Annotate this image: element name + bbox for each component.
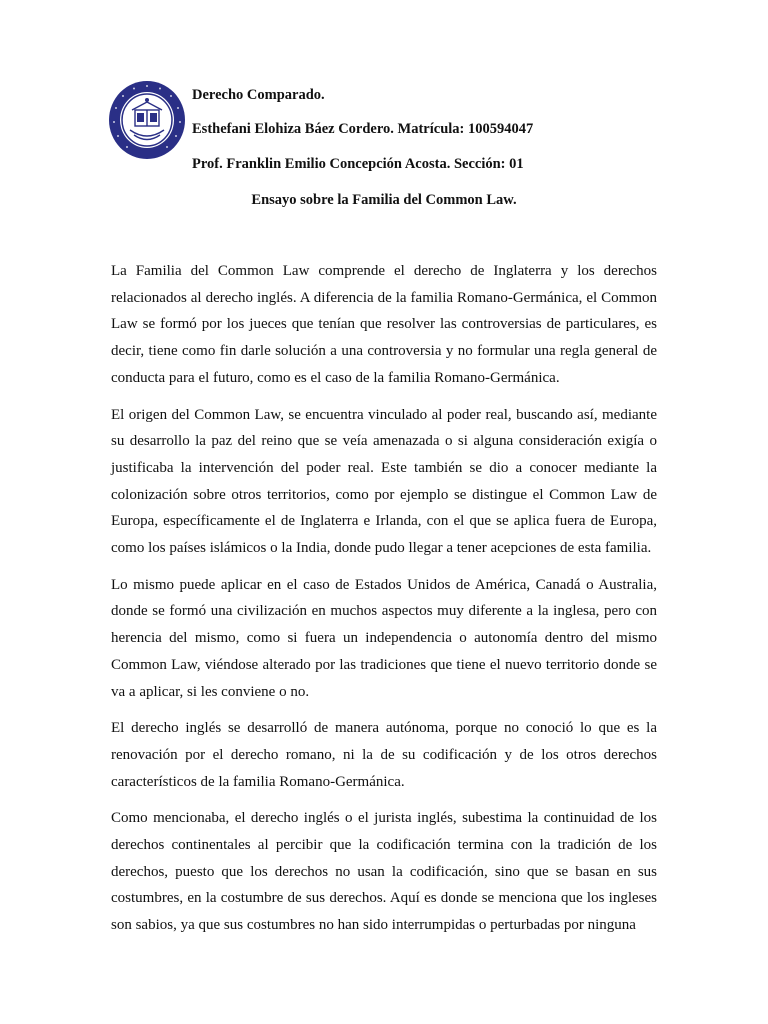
paragraph: Como mencionaba, el derecho inglés o el jurista inglés, subestima la continuidad de los derechos continentales al percibir que la codificación termina con la tradición de los derechos, puesto que los derechos no usan la codificación, sino que se basan en sus costumbres, en la costumbre de sus derechos. Aquí es donde se menciona que los ingleses son sabios, ya que sus costumbres no han sido interrumpidas o perturbadas por ninguna bbox=[111, 810, 657, 934]
paragraph: Lo mismo puede aplicar en el caso de Estados Unidos de América, Canadá o Australia, donde se formó una civilización en muchos aspectos muy diferente a la inglesa, pero con herencia del mismo, como si fuera un independencia o autonomía dentro del mismo Common Law, viéndose alterado por las tradiciones que tiene el nuevo territorio donde se va a aplicar, si les conviene o no. bbox=[111, 576, 657, 700]
professor-info: Prof. Franklin Emilio Concepción Acosta. Sección: 01 bbox=[192, 156, 524, 172]
essay-title: Ensayo sobre la Familia del Common Law. bbox=[251, 192, 517, 208]
essay-body bbox=[111, 258, 657, 949]
paragraph: La Familia del Common Law comprende el derecho de Inglaterra y los derechos relacionados al derecho inglés. A diferencia de la familia Romano-Germánica, el Common Law se formó por los jueces que tenían que resolver las controversias de particulares, es decir, tiene como fin darle solución a una controversia y no formular una regla general de conducta para el futuro, como es el caso de la familia Romano-Germánica. bbox=[111, 263, 657, 386]
paragraph: El derecho inglés se desarrolló de manera autónoma, porque no conoció lo que es la renovación por el derecho romano, ni la de su codificación y de los otros derechos característicos de la familia Romano-Germánica. bbox=[111, 720, 657, 790]
course-name: Derecho Comparado. bbox=[192, 87, 325, 103]
paragraph: El origen del Common Law, se encuentra vinculado al poder real, buscando así, mediante su desarrollo la paz del reino que se veía amenazada o si alguna consideración exigía o justificaba la intervención del poder real. Este también se dio a conocer mediante la colonización sobre otros territorios, como por ejemplo se distingue el Common Law de Europa, específicamente el de Inglaterra e Irlanda, con el que se aplica fuera de Europa, como los países islámicos o la India, donde pudo llegar a tener acepciones de esta familia. bbox=[111, 406, 657, 557]
student-info: Esthefani Elohiza Báez Cordero. Matrícula: 100594047 bbox=[192, 121, 534, 137]
university-seal-icon bbox=[108, 80, 186, 160]
